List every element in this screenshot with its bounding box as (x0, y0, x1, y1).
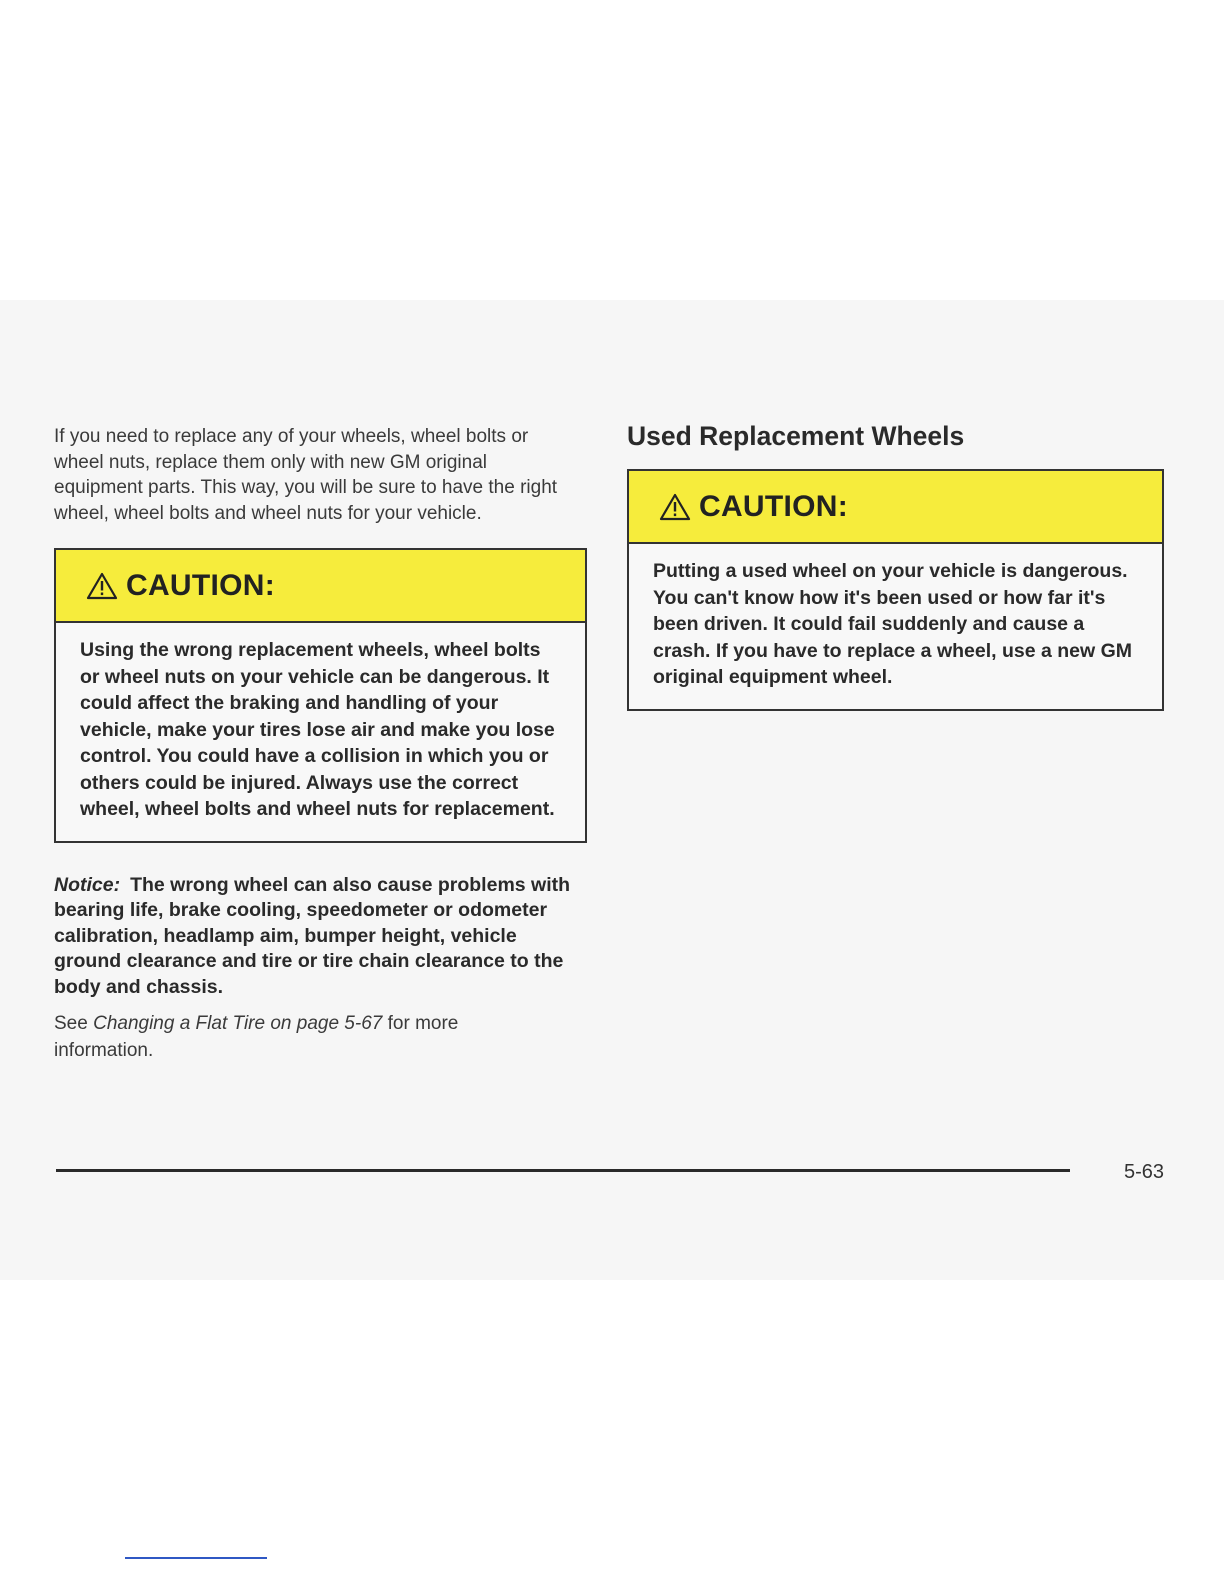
link-underline (125, 1557, 267, 1559)
footer-rule (56, 1169, 1070, 1172)
notice-text: The wrong wheel can also cause problems with bearing life, brake cooling, speedometer or odometer calibration, headlamp aim, bumper height, vehicle ground clearance and tire or tire chain clearance to the body and chassis. (54, 873, 571, 998)
caution-header (629, 471, 1162, 544)
caution-title: CAUTION: (699, 489, 849, 523)
caution-header (56, 550, 585, 623)
page-number: 5-63 (1124, 1161, 1165, 1183)
notice-label: Notice: (54, 873, 121, 896)
caution-body: Using the wrong replacement wheels, wheel bolts or wheel nuts on your vehicle can be dangerous. It could affect the braking and handling of your vehicle, make your tires lose air and make you lose control. You could have a collision in which you or others could be injured. Always use the correct wheel, wheel bolts and wheel nuts for replacement. (80, 639, 555, 820)
warning-triangle-icon (86, 572, 118, 600)
right-column (627, 420, 1162, 711)
notice-paragraph (54, 873, 589, 1001)
warning-triangle-icon (659, 493, 691, 521)
left-column (54, 420, 589, 1064)
caution-body: Putting a used wheel on your vehicle is dangerous. You can't know how it's been used or how far it's been driven. It could fail suddenly and cause a crash. If you have to replace a wheel, use a new GM original equipment wheel. (653, 560, 1133, 688)
see-more-prefix: See (54, 1013, 88, 1034)
caution-box-used-wheels (627, 469, 1164, 711)
see-more-suffix: for more information. (54, 1013, 459, 1061)
caution-title: CAUTION: (126, 568, 276, 602)
cross-reference-link[interactable]: Changing a Flat Tire on page 5-67 (93, 1013, 383, 1034)
section-heading: Used Replacement Wheels (627, 421, 965, 451)
caution-box-wrong-wheels (54, 548, 587, 843)
intro-paragraph: If you need to replace any of your wheels, wheel bolts or wheel nuts, replace them only with new GM original equipment parts. This way, you will be sure to have the right wheel, wheel bolts and wheel nuts for your vehicle. (54, 426, 558, 524)
see-more-paragraph (54, 1010, 524, 1064)
